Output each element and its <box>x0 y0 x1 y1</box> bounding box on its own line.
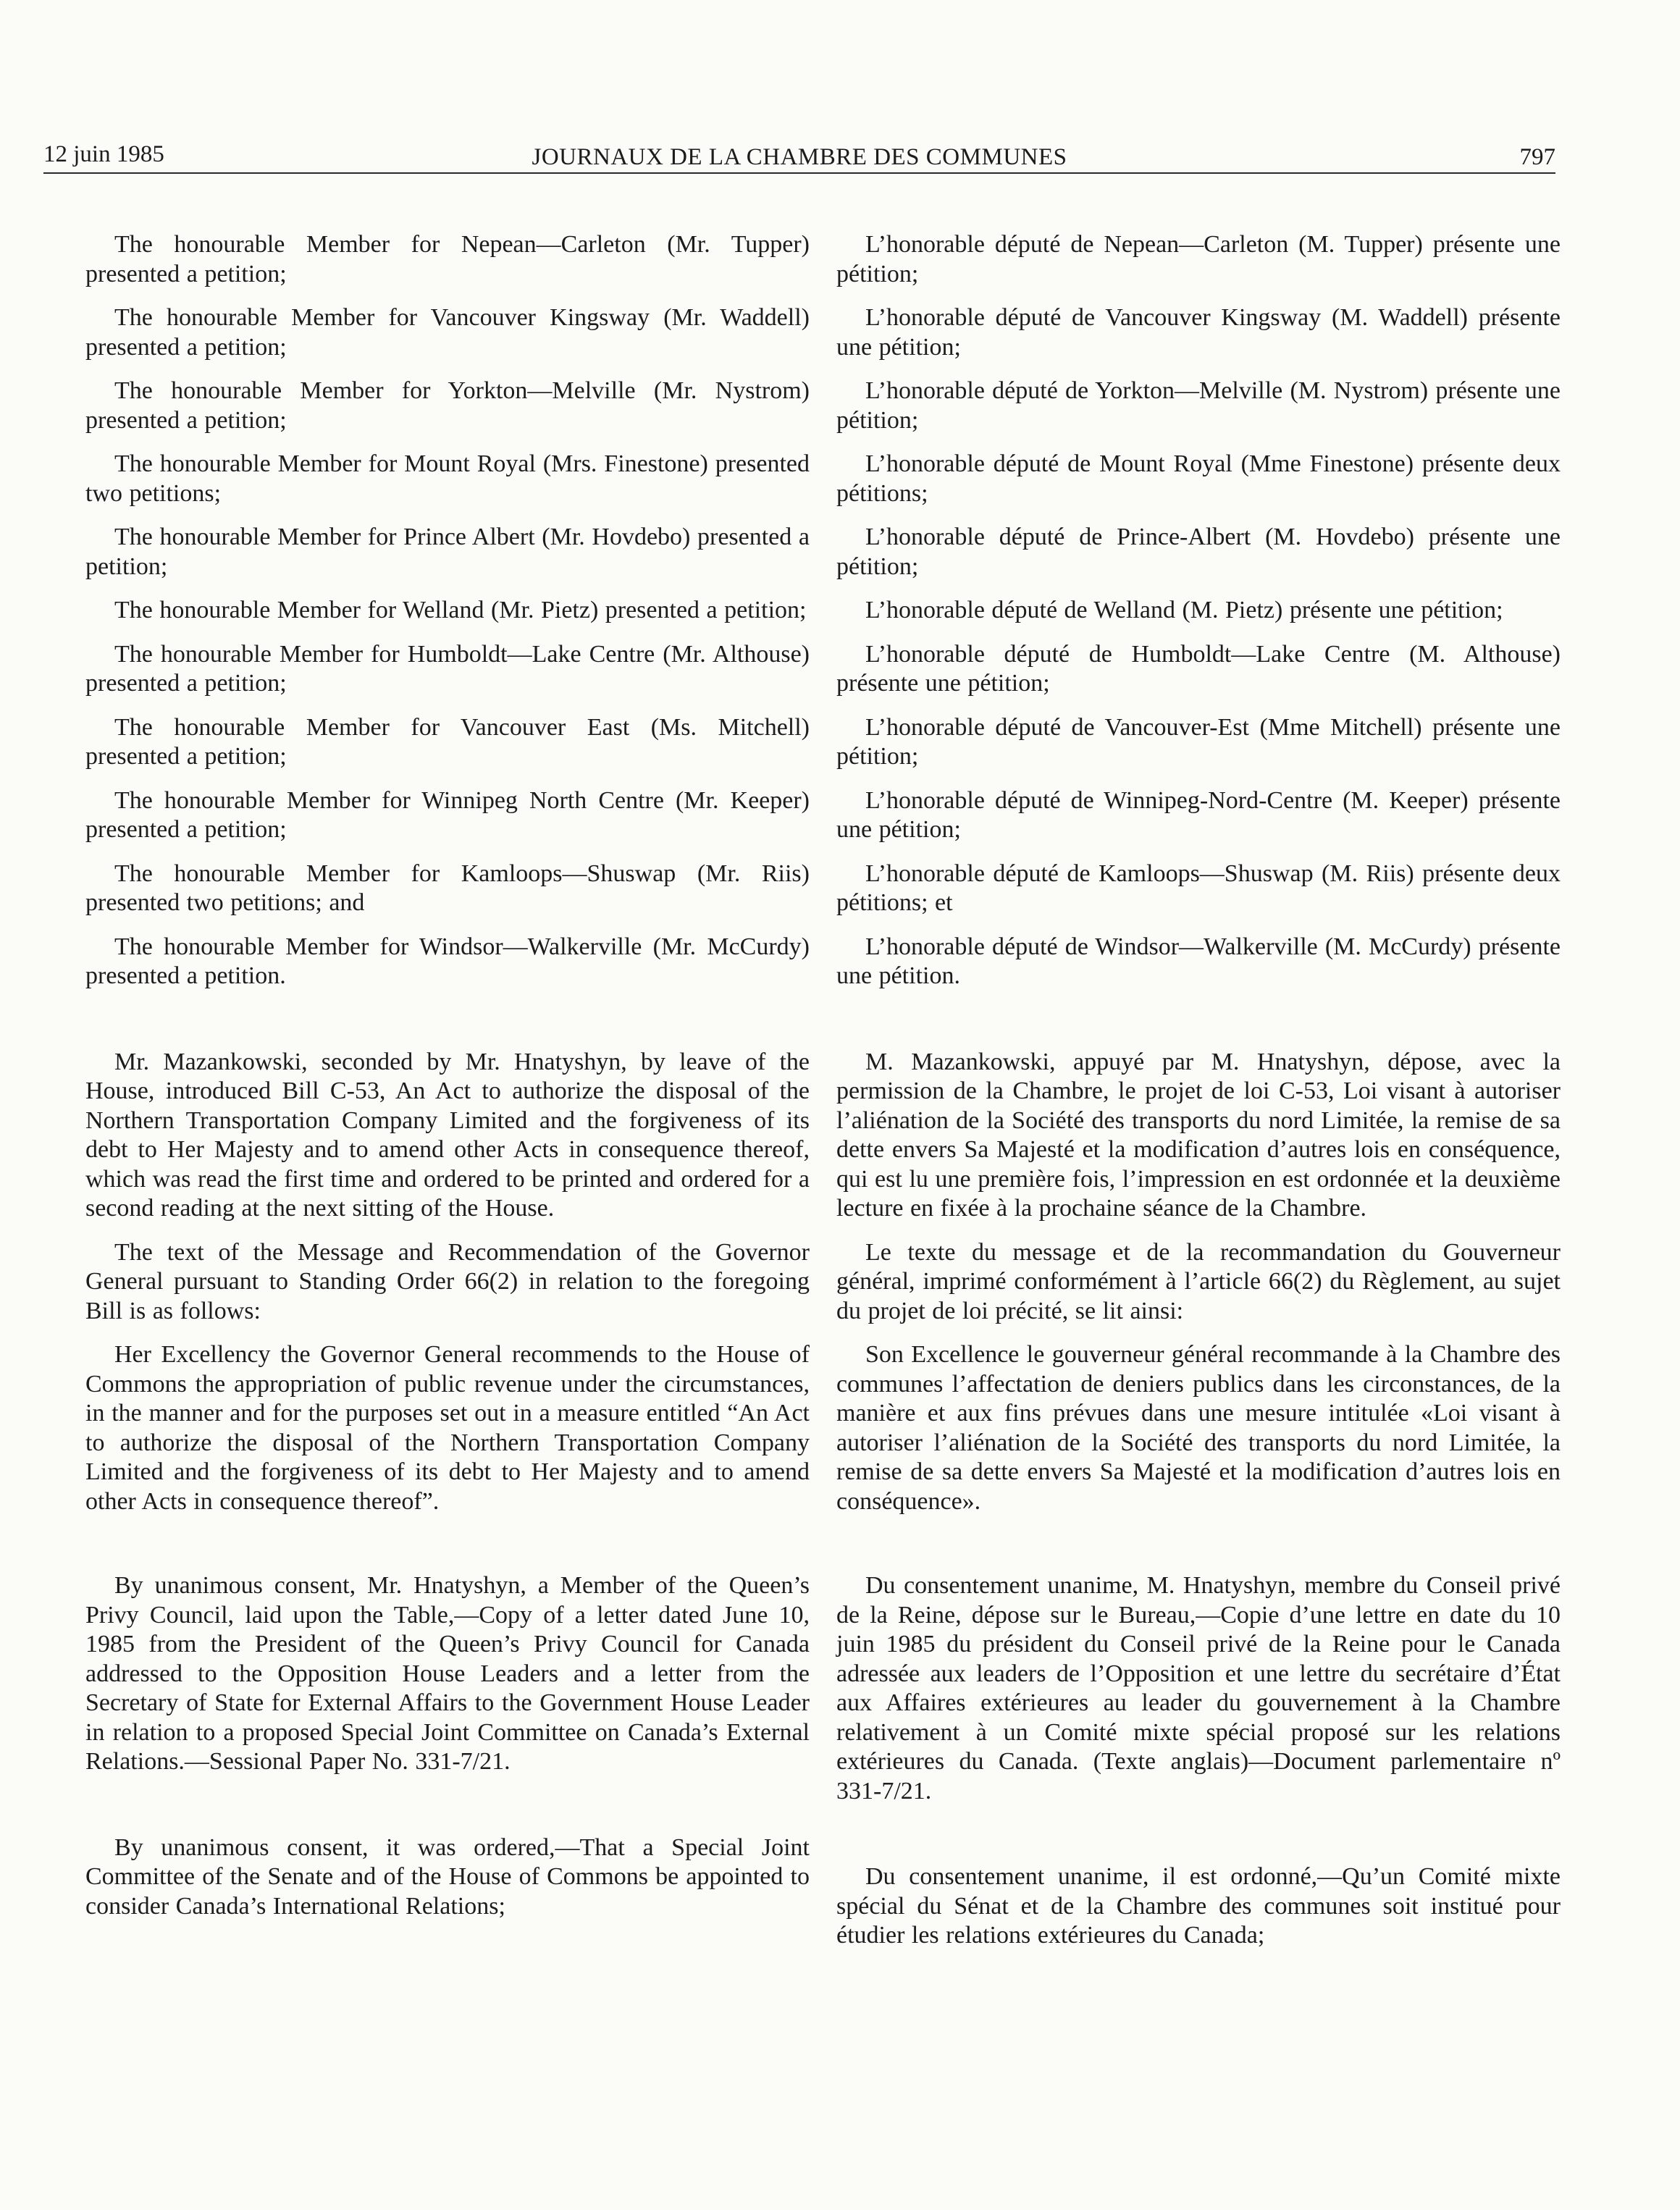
governor-recommendation: Her Excellency the Governor General recommends to the House of Commons the appropriation of public revenue under the circumstances, in the manner and for the purposes set out in a measure entitled “An Act to authorize the disposal of the Northern Transportation Company Limited and the forgiveness of its debt to Her Majesty and to amend other Acts in consequence thereof”. <box>85 1341 810 1515</box>
petition-entry: L’honorable député de Mount Royal (Mme Finestone) présente deux pétitions; <box>836 450 1561 507</box>
petition-entry: L’honorable député de Prince-Albert (M. Hovdebo) présente une pétition; <box>836 524 1561 580</box>
committee-order: By unanimous consent, it was ordered,—That a Special Joint Committee of the Senate and of the House of Commons be appointed to consider Canada’s International Relations; <box>85 1833 810 1920</box>
message-introduction: Le texte du message et de la recommandation du Gouverneur général, imprimé conformément à l’article 66(2) du Règlement, au sujet du projet de loi précité, se lit ainsi: <box>836 1238 1561 1324</box>
english-column <box>85 230 810 1936</box>
petition-entry: The honourable Member for Yorkton—Melville (Mr. Nystrom) presented a petition; <box>85 377 810 434</box>
petition-entry: The honourable Member for Windsor—Walkerville (Mr. McCurdy) presented a petition. <box>85 933 810 989</box>
petition-entry: L’honorable député de Winnipeg-Nord-Centre (M. Keeper) présente une pétition; <box>836 786 1561 843</box>
committee-order: Du consentement unanime, il est ordonné,—Qu’un Comité mixte spécial du Sénat et de la Chambre des communes soit institué pour étudier les relations extérieures du Canada; <box>836 1863 1561 1949</box>
petition-entry: L’honorable député de Vancouver Kingsway (M. Waddell) présente une pétition; <box>836 304 1561 361</box>
petition-entry: L’honorable député de Vancouver-Est (Mme Mitchell) présente une pétition; <box>836 713 1561 770</box>
french-column <box>836 230 1561 1965</box>
petition-entry: L’honorable député de Nepean—Carleton (M. Tupper) présente une pétition; <box>836 231 1561 287</box>
petition-entry: The honourable Member for Vancouver East (Ms. Mitchell) presented a petition; <box>85 713 810 770</box>
governor-recommendation: Son Excellence le gouverneur général recommande à la Chambre des communes l’affectation de deniers publics dans les circonstances, de la manière et aux fins prévues dans une mesure intitulée «Loi visant à autoriser l’aliénation de la Société des transports du nord Limitée, la remise de sa dette envers Sa Majesté et la modification d’autres lois en conséquence». <box>836 1341 1561 1515</box>
tabling-paragraph: Du consentement unanime, M. Hnatyshyn, membre du Conseil privé de la Reine, dépose sur le Bureau,—Copie d’une lettre en date du 10 juin 1985 du président du Conseil privé de la Reine pour le Canada adressée aux leaders de l’Opposition et une lettre du secrétaire d’État aux Affaires extérieures au leader du gouvernement à la Chambre relativement à un Comité mixte spécial proposé sur les relations extérieures du Canada. (Texte anglais)—Document parlementaire nº 331-7/21. <box>836 1572 1561 1804</box>
petition-entry: The honourable Member for Welland (Mr. Pietz) presented a petition; <box>114 597 807 623</box>
bill-introduction: M. Mazankowski, appuyé par M. Hnatyshyn, dépose, avec la permission de la Chambre, le projet de loi C-53, Loi visant à autoriser l’aliénation de la Société des transports du nord Limitée, la remise de sa dette envers Sa Majesté et la modification d’autres lois en conséquence, qui est lu une première fois, l’impression en est ordonnée et la deuxième lecture en fixée à la prochaine séance de la Chambre. <box>836 1048 1561 1222</box>
tabling-paragraph: By unanimous consent, Mr. Hnatyshyn, a Member of the Queen’s Privy Council, laid upon the Table,—Copy of a letter dated June 10, 1985 from the President of the Queen’s Privy Council for Canada addressed to the Opposition House Leaders and a letter from the Secretary of State for External Affairs to the Government House Leader in relation to a proposed Special Joint Committee on Canada’s External Relations.—Sessional Paper No. 331-7/21. <box>85 1572 810 1775</box>
header-title: JOURNAUX DE LA CHAMBRE DES COMMUNES <box>532 144 1067 170</box>
message-introduction: The text of the Message and Recommendation of the Governor General pursuant to Standing Order 66(2) in relation to the foregoing Bill is as follows: <box>85 1238 810 1324</box>
bill-introduction: Mr. Mazankowski, seconded by Mr. Hnatyshyn, by leave of the House, introduced Bill C-53, An Act to authorize the disposal of the Northern Transportation Company Limited and the forgiveness of its debt to Her Majesty and to amend other Acts in consequence thereof, which was read the first time and ordered to be printed and ordered for a second reading at the next sitting of the House. <box>85 1048 810 1222</box>
page-header <box>43 130 1555 174</box>
petition-entry: L’honorable député de Kamloops—Shuswap (M. Riis) présente deux pétitions; et <box>836 860 1561 916</box>
petition-entry: The honourable Member for Kamloops—Shuswap (Mr. Riis) presented two petitions; and <box>85 860 810 916</box>
petition-entry: L’honorable député de Yorkton—Melville (M. Nystrom) présente une pétition; <box>836 377 1561 434</box>
petition-entry: The honourable Member for Nepean—Carleton (Mr. Tupper) presented a petition; <box>85 231 810 287</box>
petition-entry: L’honorable député de Welland (M. Pietz) présente une pétition; <box>865 597 1503 623</box>
petition-entry: The honourable Member for Prince Albert (Mr. Hovdebo) presented a petition; <box>85 524 810 580</box>
page-number: 797 <box>1519 144 1555 170</box>
petition-entry: The honourable Member for Winnipeg North Centre (Mr. Keeper) presented a petition; <box>85 786 810 843</box>
header-date: 12 juin 1985 <box>43 141 164 167</box>
petition-entry: L’honorable député de Humboldt—Lake Centre (M. Althouse) présente une pétition; <box>836 640 1561 697</box>
petition-entry: The honourable Member for Vancouver Kingsway (Mr. Waddell) presented a petition; <box>85 304 810 361</box>
petition-entry: The honourable Member for Humboldt—Lake Centre (Mr. Althouse) presented a petition; <box>85 640 810 697</box>
petition-entry: The honourable Member for Mount Royal (Mrs. Finestone) presented two petitions; <box>85 450 810 507</box>
petition-entry: L’honorable député de Windsor—Walkerville (M. McCurdy) présente une pétition. <box>836 933 1561 989</box>
